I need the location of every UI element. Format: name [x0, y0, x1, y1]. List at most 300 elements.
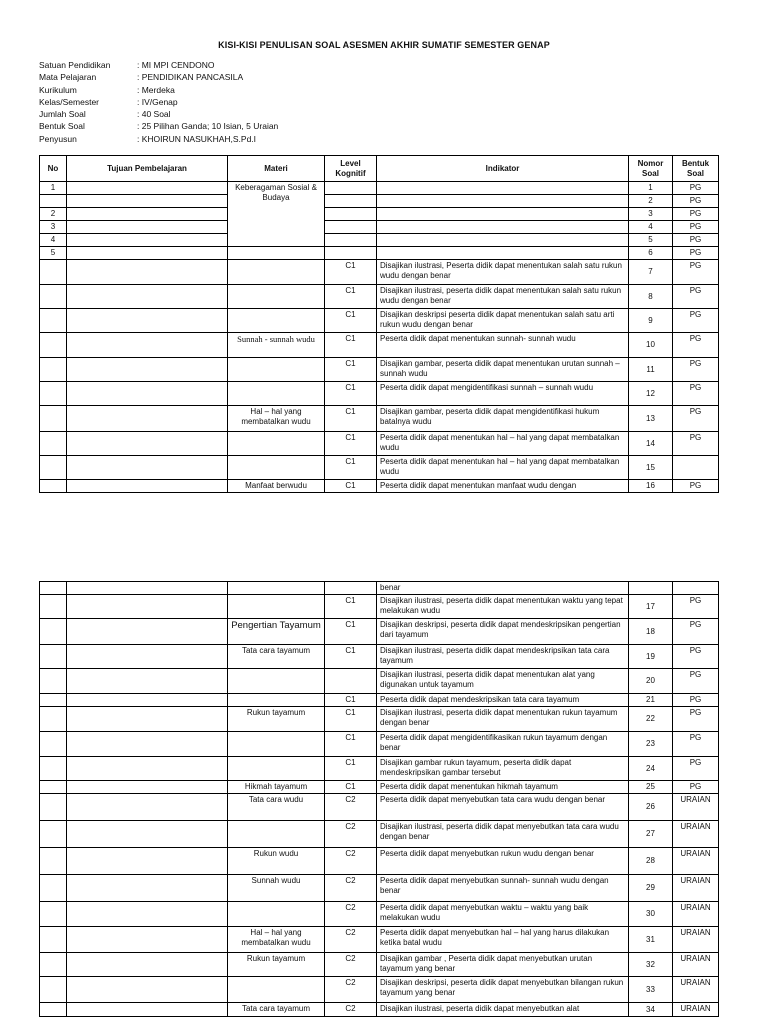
- table-row: [40, 669, 719, 694]
- cell-level: C1: [325, 260, 377, 285]
- cell-tujuan: [67, 848, 228, 875]
- table-row: [40, 1003, 719, 1017]
- cell-materi: Tata cara tayamum: [228, 1003, 325, 1017]
- cell-tujuan: [67, 195, 228, 208]
- cell-level: C2: [325, 1003, 377, 1017]
- cell-nomor: 2: [629, 195, 673, 208]
- meta-value: : 40 Soal: [137, 109, 171, 120]
- cell-no: 5: [40, 247, 67, 260]
- cell-no: [40, 480, 67, 493]
- cell-bentuk: URAIAN: [673, 902, 719, 927]
- cell-bentuk: URAIAN: [673, 1003, 719, 1017]
- meta-row-mapel: [39, 71, 278, 83]
- cell-bentuk: PG: [673, 309, 719, 333]
- cell-tujuan: [67, 875, 228, 902]
- cell-indikator: Disajikan gambar rukun tayamum, peserta didik dapat mendeskripsikan gambar tersebut: [377, 757, 629, 781]
- cell-tujuan: [67, 208, 228, 221]
- table-row: [40, 195, 719, 208]
- cell-nomor: 20: [629, 669, 673, 694]
- table-row: [40, 432, 719, 456]
- meta-value: : PENDIDIKAN PANCASILA: [137, 72, 244, 83]
- cell-no: [40, 333, 67, 358]
- cell-level: C1: [325, 707, 377, 732]
- meta-label: Mata Pelajaran: [39, 72, 97, 83]
- cell-indikator: Peserta didik dapat menentukan hal – hal yang dapat membatalkan wudu: [377, 432, 629, 456]
- cell-no: [40, 927, 67, 953]
- cell-indikator: Disajikan ilustrasi, peserta didik dapat menyebutkan tata cara wudu dengan benar: [377, 821, 629, 848]
- cell-level: C1: [325, 619, 377, 645]
- cell-indikator: Peserta didik dapat menyebutkan waktu – waktu yang baik melakukan wudu: [377, 902, 629, 927]
- table-row: [40, 309, 719, 333]
- cell-bentuk: PG: [673, 732, 719, 757]
- cell-no: [40, 821, 67, 848]
- cell-indikator: Disajikan deskripsi peserta didik dapat menentukan salah satu arti rukun wudu dengan benar: [377, 309, 629, 333]
- cell-tujuan: [67, 707, 228, 732]
- meta-value: : 25 Pilihan Ganda; 10 Isian, 5 Uraian: [137, 121, 279, 132]
- cell-indikator: Peserta didik dapat menentukan sunnah- sunnah wudu: [377, 333, 629, 358]
- cell-materi: Keberagaman Sosial & Budaya: [228, 182, 325, 247]
- cell-tujuan: [67, 333, 228, 358]
- cell-tujuan: [67, 456, 228, 480]
- table-row: [40, 333, 719, 358]
- cell-indikator: Peserta didik dapat menyebutkan hal – hal yang harus dilakukan ketika batal wudu: [377, 927, 629, 953]
- table-row: [40, 285, 719, 309]
- cell-indikator: Disajikan ilustrasi, peserta didik dapat mendeskripsikan tata cara tayamum: [377, 645, 629, 669]
- meta-label: Penyusun: [39, 133, 77, 144]
- cell-indikator: Disajikan gambar, peserta didik dapat menentukan urutan sunnah – sunnah wudu: [377, 358, 629, 382]
- cell-nomor: 23: [629, 732, 673, 757]
- cell-nomor: 12: [629, 382, 673, 406]
- cell-no: 2: [40, 208, 67, 221]
- cell-no: [40, 707, 67, 732]
- header-bentuk: Bentuk Soal: [673, 156, 719, 182]
- table-row: [40, 953, 719, 977]
- cell-bentuk: PG: [673, 285, 719, 309]
- cell-materi: [228, 595, 325, 619]
- table-row: [40, 757, 719, 781]
- cell-indikator: Disajikan deskripsi, peserta didik dapat mendeskripsikan pengertian dari tayamum: [377, 619, 629, 645]
- cell-tujuan: [67, 309, 228, 333]
- cell-nomor: 5: [629, 234, 673, 247]
- cell-no: [40, 977, 67, 1003]
- header-materi: Materi: [228, 156, 325, 182]
- cell-materi: Hal – hal yang membatalkan wudu: [228, 927, 325, 953]
- cell-materi: [228, 260, 325, 285]
- cell-no: [40, 1003, 67, 1017]
- meta-row-satuan: [39, 59, 278, 71]
- cell-tujuan: [67, 247, 228, 260]
- cell-indikator: [377, 247, 629, 260]
- cell-nomor: 28: [629, 848, 673, 875]
- table-row: [40, 247, 719, 260]
- header-indikator: Indikator: [377, 156, 629, 182]
- cell-indikator: Peserta didik dapat menentukan manfaat wudu dengan: [377, 480, 629, 493]
- cell-bentuk: PG: [673, 406, 719, 432]
- cell-materi: [228, 977, 325, 1003]
- table-row: [40, 582, 719, 595]
- table-row: [40, 480, 719, 493]
- cell-nomor: 6: [629, 247, 673, 260]
- cell-materi: [228, 358, 325, 382]
- meta-label: Satuan Pendidikan: [39, 60, 111, 70]
- meta-value: : IV/Genap: [137, 96, 178, 107]
- cell-tujuan: [67, 694, 228, 707]
- cell-nomor: 25: [629, 781, 673, 794]
- table-row: [40, 794, 719, 821]
- cell-nomor: 34: [629, 1003, 673, 1017]
- cell-tujuan: [67, 619, 228, 645]
- cell-bentuk: URAIAN: [673, 794, 719, 821]
- cell-nomor: 10: [629, 333, 673, 358]
- table-row: [40, 694, 719, 707]
- cell-level: C1: [325, 285, 377, 309]
- cell-nomor: 33: [629, 977, 673, 1003]
- cell-materi: Rukun wudu: [228, 848, 325, 875]
- table-row: [40, 406, 719, 432]
- cell-no: 1: [40, 182, 67, 195]
- table-row: [40, 234, 719, 247]
- cell-no: [40, 195, 67, 208]
- table-row: [40, 619, 719, 645]
- meta-label: Bentuk Soal: [39, 121, 85, 132]
- cell-nomor: 29: [629, 875, 673, 902]
- cell-indikator: Disajikan ilustrasi, peserta didik dapat menyebutkan alat: [377, 1003, 629, 1017]
- meta-row-bentuk: [39, 120, 278, 132]
- cell-materi: Pengertian Tayamum: [228, 619, 325, 645]
- cell-level: C1: [325, 732, 377, 757]
- cell-tujuan: [67, 234, 228, 247]
- cell-nomor: 7: [629, 260, 673, 285]
- cell-tujuan: [67, 732, 228, 757]
- cell-no: [40, 382, 67, 406]
- cell-tujuan: [67, 285, 228, 309]
- table-row: [40, 182, 719, 195]
- cell-materi: [228, 732, 325, 757]
- header-no: No: [40, 156, 67, 182]
- cell-materi: Tata cara tayamum: [228, 645, 325, 669]
- cell-bentuk: PG: [673, 333, 719, 358]
- cell-bentuk: PG: [673, 595, 719, 619]
- cell-nomor: 4: [629, 221, 673, 234]
- header-tujuan: Tujuan Pembelajaran: [67, 156, 228, 182]
- cell-indikator: Disajikan deskripsi, peserta didik dapat menyebutkan bilangan rukun tayamum yang benar: [377, 977, 629, 1003]
- cell-no: [40, 757, 67, 781]
- cell-bentuk: PG: [673, 432, 719, 456]
- cell-no: [40, 794, 67, 821]
- table-row: [40, 595, 719, 619]
- header-level: Level Kognitif: [325, 156, 377, 182]
- cell-no: 3: [40, 221, 67, 234]
- cell-no: [40, 309, 67, 333]
- table-row: [40, 260, 719, 285]
- cell-bentuk: PG: [673, 781, 719, 794]
- cell-no: [40, 875, 67, 902]
- cell-materi: Sunnah - sunnah wudu: [228, 333, 325, 358]
- meta-label: Jumlah Soal: [39, 109, 86, 120]
- cell-level: [325, 182, 377, 195]
- cell-indikator: Disajikan ilustrasi, peserta didik dapat menentukan salah satu rukun wudu dengan benar: [377, 285, 629, 309]
- cell-level: C1: [325, 645, 377, 669]
- table-row: [40, 707, 719, 732]
- header-nomor: Nomor Soal: [629, 156, 673, 182]
- cell-level: C1: [325, 595, 377, 619]
- cell-bentuk: PG: [673, 358, 719, 382]
- table-row: [40, 456, 719, 480]
- table-row: [40, 732, 719, 757]
- cell-level: C2: [325, 927, 377, 953]
- cell-indikator: Peserta didik dapat menyebutkan tata cara wudu dengan benar: [377, 794, 629, 821]
- meta-value: : Merdeka: [137, 84, 175, 95]
- cell-level: C1: [325, 432, 377, 456]
- cell-tujuan: [67, 358, 228, 382]
- cell-bentuk: PG: [673, 619, 719, 645]
- cell-nomor: 31: [629, 927, 673, 953]
- cell-indikator: Peserta didik dapat mendeskripsikan tata cara tayamum: [377, 694, 629, 707]
- cell-nomor: 1: [629, 182, 673, 195]
- cell-no: [40, 953, 67, 977]
- cell-tujuan: [67, 480, 228, 493]
- cell-materi: [228, 309, 325, 333]
- table-row: [40, 221, 719, 234]
- cell-materi: [228, 821, 325, 848]
- cell-indikator: Peserta didik dapat mengidentifikasikan rukun tayamum dengan benar: [377, 732, 629, 757]
- cell-level: C1: [325, 406, 377, 432]
- cell-tujuan: [67, 669, 228, 694]
- cell-materi: [228, 382, 325, 406]
- meta-value: : MI MPI CENDONO: [137, 60, 215, 70]
- table-row: [40, 977, 719, 1003]
- cell-no: [40, 432, 67, 456]
- cell-level: C1: [325, 781, 377, 794]
- cell-level: C1: [325, 694, 377, 707]
- cell-no: [40, 902, 67, 927]
- table-row: [40, 927, 719, 953]
- cell-tujuan: [67, 794, 228, 821]
- cell-bentuk: [673, 582, 719, 595]
- cell-nomor: 14: [629, 432, 673, 456]
- cell-nomor: 21: [629, 694, 673, 707]
- cell-materi: [228, 757, 325, 781]
- cell-level: C1: [325, 757, 377, 781]
- cell-tujuan: [67, 1003, 228, 1017]
- cell-level: C2: [325, 902, 377, 927]
- cell-indikator: Disajikan ilustrasi, peserta didik dapat menentukan waktu yang tepat melakukan wudu: [377, 595, 629, 619]
- cell-indikator: [377, 208, 629, 221]
- table-row: [40, 821, 719, 848]
- cell-materi: Hal – hal yang membatalkan wudu: [228, 406, 325, 432]
- cell-nomor: 27: [629, 821, 673, 848]
- cell-no: [40, 694, 67, 707]
- cell-bentuk: PG: [673, 195, 719, 208]
- cell-nomor: 11: [629, 358, 673, 382]
- cell-level: C1: [325, 358, 377, 382]
- table-row: [40, 358, 719, 382]
- cell-no: [40, 645, 67, 669]
- cell-no: [40, 260, 67, 285]
- cell-indikator: Peserta didik dapat menyebutkan rukun wudu dengan benar: [377, 848, 629, 875]
- cell-bentuk: URAIAN: [673, 875, 719, 902]
- cell-tujuan: [67, 406, 228, 432]
- cell-no: [40, 285, 67, 309]
- cell-level: C2: [325, 875, 377, 902]
- cell-nomor: 17: [629, 595, 673, 619]
- table-row: [40, 382, 719, 406]
- cell-indikator: Disajikan gambar, peserta didik dapat mengidentifikasi hukum batalnya wudu: [377, 406, 629, 432]
- cell-nomor: 16: [629, 480, 673, 493]
- cell-no: [40, 456, 67, 480]
- cell-bentuk: PG: [673, 757, 719, 781]
- cell-level: C2: [325, 794, 377, 821]
- cell-materi: [228, 694, 325, 707]
- cell-bentuk: URAIAN: [673, 821, 719, 848]
- cell-bentuk: URAIAN: [673, 953, 719, 977]
- cell-materi: Hikmah tayamum: [228, 781, 325, 794]
- cell-nomor: 8: [629, 285, 673, 309]
- cell-bentuk: PG: [673, 645, 719, 669]
- cell-indikator: benar: [377, 582, 629, 595]
- cell-indikator: [377, 182, 629, 195]
- cell-materi: Sunnah wudu: [228, 875, 325, 902]
- cell-no: [40, 848, 67, 875]
- cell-tujuan: [67, 645, 228, 669]
- table-row: [40, 208, 719, 221]
- cell-materi: [228, 902, 325, 927]
- document-meta: [39, 59, 278, 145]
- meta-row-jumlah: [39, 108, 278, 120]
- cell-materi: Tata cara wudu: [228, 794, 325, 821]
- cell-level: C1: [325, 309, 377, 333]
- cell-no: 4: [40, 234, 67, 247]
- cell-level: C2: [325, 953, 377, 977]
- cell-tujuan: [67, 781, 228, 794]
- cell-nomor: 19: [629, 645, 673, 669]
- cell-no: [40, 595, 67, 619]
- cell-bentuk: PG: [673, 382, 719, 406]
- cell-indikator: Disajikan ilustrasi, peserta didik dapat menentukan alat yang digunakan untuk tayamum: [377, 669, 629, 694]
- cell-no: [40, 358, 67, 382]
- cell-bentuk: URAIAN: [673, 927, 719, 953]
- table-header-row: [40, 156, 719, 182]
- cell-materi: [228, 669, 325, 694]
- cell-bentuk: URAIAN: [673, 848, 719, 875]
- cell-nomor: 9: [629, 309, 673, 333]
- cell-indikator: [377, 195, 629, 208]
- cell-tujuan: [67, 260, 228, 285]
- cell-materi: [228, 247, 325, 260]
- kisi-kisi-table-page2: [39, 581, 719, 1017]
- cell-indikator: Disajikan gambar , Peserta didik dapat menyebutkan urutan tayamum yang benar: [377, 953, 629, 977]
- cell-bentuk: PG: [673, 247, 719, 260]
- cell-tujuan: [67, 582, 228, 595]
- cell-level: [325, 195, 377, 208]
- cell-nomor: 13: [629, 406, 673, 432]
- cell-no: [40, 781, 67, 794]
- cell-indikator: Disajikan ilustrasi, Peserta didik dapat menentukan salah satu rukun wudu dengan benar: [377, 260, 629, 285]
- cell-no: [40, 732, 67, 757]
- cell-bentuk: PG: [673, 480, 719, 493]
- cell-bentuk: PG: [673, 260, 719, 285]
- meta-label: Kurikulum: [39, 84, 77, 95]
- cell-level: [325, 669, 377, 694]
- cell-no: [40, 619, 67, 645]
- cell-nomor: 32: [629, 953, 673, 977]
- cell-tujuan: [67, 221, 228, 234]
- cell-level: C2: [325, 848, 377, 875]
- cell-level: [325, 221, 377, 234]
- cell-materi: Rukun tayamum: [228, 707, 325, 732]
- cell-tujuan: [67, 182, 228, 195]
- cell-tujuan: [67, 432, 228, 456]
- cell-indikator: Disajikan ilustrasi, peserta didik dapat menentukan rukun tayamum dengan benar: [377, 707, 629, 732]
- cell-nomor: 26: [629, 794, 673, 821]
- cell-nomor: 15: [629, 456, 673, 480]
- table-row: [40, 875, 719, 902]
- cell-tujuan: [67, 927, 228, 953]
- cell-bentuk: PG: [673, 694, 719, 707]
- cell-nomor: 18: [629, 619, 673, 645]
- cell-bentuk: PG: [673, 707, 719, 732]
- cell-level: C2: [325, 821, 377, 848]
- cell-nomor: 30: [629, 902, 673, 927]
- cell-bentuk: PG: [673, 669, 719, 694]
- cell-indikator: [377, 234, 629, 247]
- cell-level: [325, 582, 377, 595]
- cell-indikator: Peserta didik dapat mengidentifikasi sunnah – sunnah wudu: [377, 382, 629, 406]
- table-row: [40, 848, 719, 875]
- cell-nomor: 3: [629, 208, 673, 221]
- cell-bentuk: PG: [673, 208, 719, 221]
- cell-indikator: Peserta didik dapat menyebutkan sunnah- sunnah wudu dengan benar: [377, 875, 629, 902]
- cell-level: [325, 234, 377, 247]
- cell-level: C1: [325, 456, 377, 480]
- cell-tujuan: [67, 595, 228, 619]
- cell-bentuk: PG: [673, 182, 719, 195]
- cell-level: C1: [325, 480, 377, 493]
- cell-level: C1: [325, 333, 377, 358]
- cell-tujuan: [67, 977, 228, 1003]
- meta-value: : KHOIRUN NASUKHAH,S.Pd.I: [137, 133, 257, 144]
- cell-bentuk: URAIAN: [673, 977, 719, 1003]
- cell-nomor: 24: [629, 757, 673, 781]
- cell-tujuan: [67, 821, 228, 848]
- cell-level: [325, 247, 377, 260]
- cell-indikator: [377, 221, 629, 234]
- kisi-kisi-table-page1: [39, 155, 719, 493]
- meta-row-kurikulum: [39, 84, 278, 96]
- cell-materi: Manfaat berwudu: [228, 480, 325, 493]
- table-row: [40, 645, 719, 669]
- cell-tujuan: [67, 953, 228, 977]
- cell-no: [40, 406, 67, 432]
- cell-materi: [228, 582, 325, 595]
- table-row: [40, 781, 719, 794]
- cell-tujuan: [67, 902, 228, 927]
- table-row: [40, 902, 719, 927]
- cell-materi: [228, 456, 325, 480]
- cell-indikator: Peserta didik dapat menentukan hikmah tayamum: [377, 781, 629, 794]
- cell-nomor: 22: [629, 707, 673, 732]
- cell-bentuk: PG: [673, 221, 719, 234]
- cell-level: C2: [325, 977, 377, 1003]
- cell-tujuan: [67, 757, 228, 781]
- cell-bentuk: PG: [673, 234, 719, 247]
- cell-no: [40, 582, 67, 595]
- cell-nomor: [629, 582, 673, 595]
- cell-materi: Rukun tayamum: [228, 953, 325, 977]
- meta-row-penyusun: [39, 133, 278, 145]
- meta-row-kelas: [39, 96, 278, 108]
- cell-materi: [228, 285, 325, 309]
